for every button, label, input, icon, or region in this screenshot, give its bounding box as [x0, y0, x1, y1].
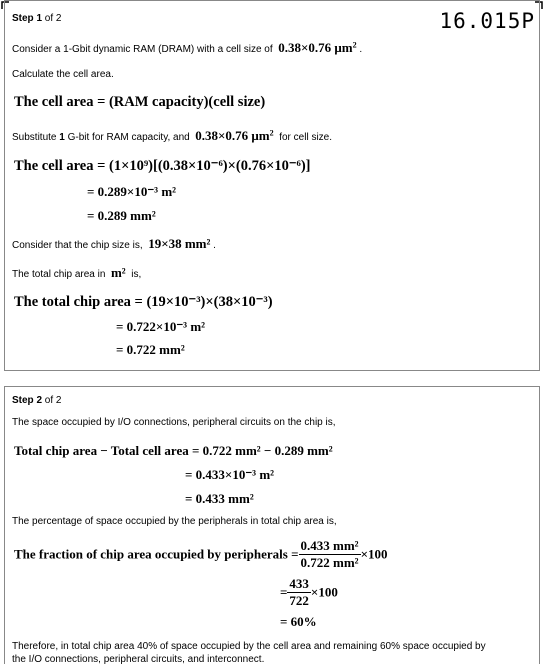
- step-1-intro: Consider a 1-Gbit dynamic RAM (DRAM) with a cell size of 0.38×0.76 $\mu m^2$ .: [12, 40, 363, 55]
- chip-size-text: Consider that the chip size is, 19×38 mm² .: [12, 236, 216, 251]
- total-area-equation-3: = 0.722 mm²: [116, 342, 185, 357]
- total-area-equation-2: = 0.722×10⁻³ m²: [116, 319, 206, 334]
- step-1-heading: Step 1 of 2: [12, 13, 62, 24]
- step-2-intro: The space occupied by I/O connections, peripheral circuits on the chip is,: [12, 417, 336, 428]
- cell-area-equation-1: The cell area = (1×10⁹)[(0.38×10⁻⁶)×(0.76×10⁻⁶)]: [14, 158, 311, 174]
- percentage-text: The percentage of space occupied by the peripherals in total chip area is,: [12, 516, 337, 527]
- cell-area-formula: The cell area = (RAM capacity)(cell size): [14, 94, 266, 110]
- conclusion-line-2: the I/O connections, peripheral circuits, and interconnect.: [12, 654, 265, 665]
- step-2-panel: [4, 386, 540, 664]
- fraction-equation-1: The fraction of chip area occupied by peripherals = $\frac{\text{0.433 mm²}}{\text{0.722 mm²}}$ ×100: [14, 538, 388, 570]
- total-area-text: The total chip area in m² is,: [12, 265, 142, 280]
- total-area-equation-1: The total chip area = (19×10⁻³)×(38×10⁻³): [14, 294, 273, 310]
- problem-code: 16.015P: [439, 9, 535, 33]
- fraction-result: = 60%: [280, 614, 317, 629]
- substitution-text: Substitute 1 G-bit for RAM capacity, and 0.38×0.76 $\mu m^2$ for cell size.: [12, 128, 333, 143]
- calc-instruction: Calculate the cell area.: [12, 69, 114, 80]
- fraction-equation-2: = $\frac{433}{722}$ ×100: [280, 576, 338, 608]
- step-1-panel: [4, 0, 540, 371]
- fraction-2: $\frac{433}{722}$: [289, 576, 309, 608]
- step-2-heading: Step 2 of 2: [12, 395, 62, 406]
- peripheral-area-equation-3: = 0.433 mm²: [185, 491, 254, 506]
- fraction-1: $\frac{\text{0.433 mm²}}{\text{0.722 mm²}}$: [300, 538, 359, 570]
- conclusion-line-1: Therefore, in total chip area 40% of space occupied by the cell area and remaining 60% space occupied by: [12, 641, 486, 652]
- peripheral-area-equation-2: = 0.433×10⁻³ m²: [185, 467, 275, 482]
- cell-area-equation-3: = 0.289 mm²: [87, 208, 156, 223]
- cell-area-equation-2: = 0.289×10⁻³ m²: [87, 184, 177, 199]
- peripheral-area-equation-1: Total chip area − Total cell area = 0.722 mm² − 0.289 mm²: [14, 443, 333, 458]
